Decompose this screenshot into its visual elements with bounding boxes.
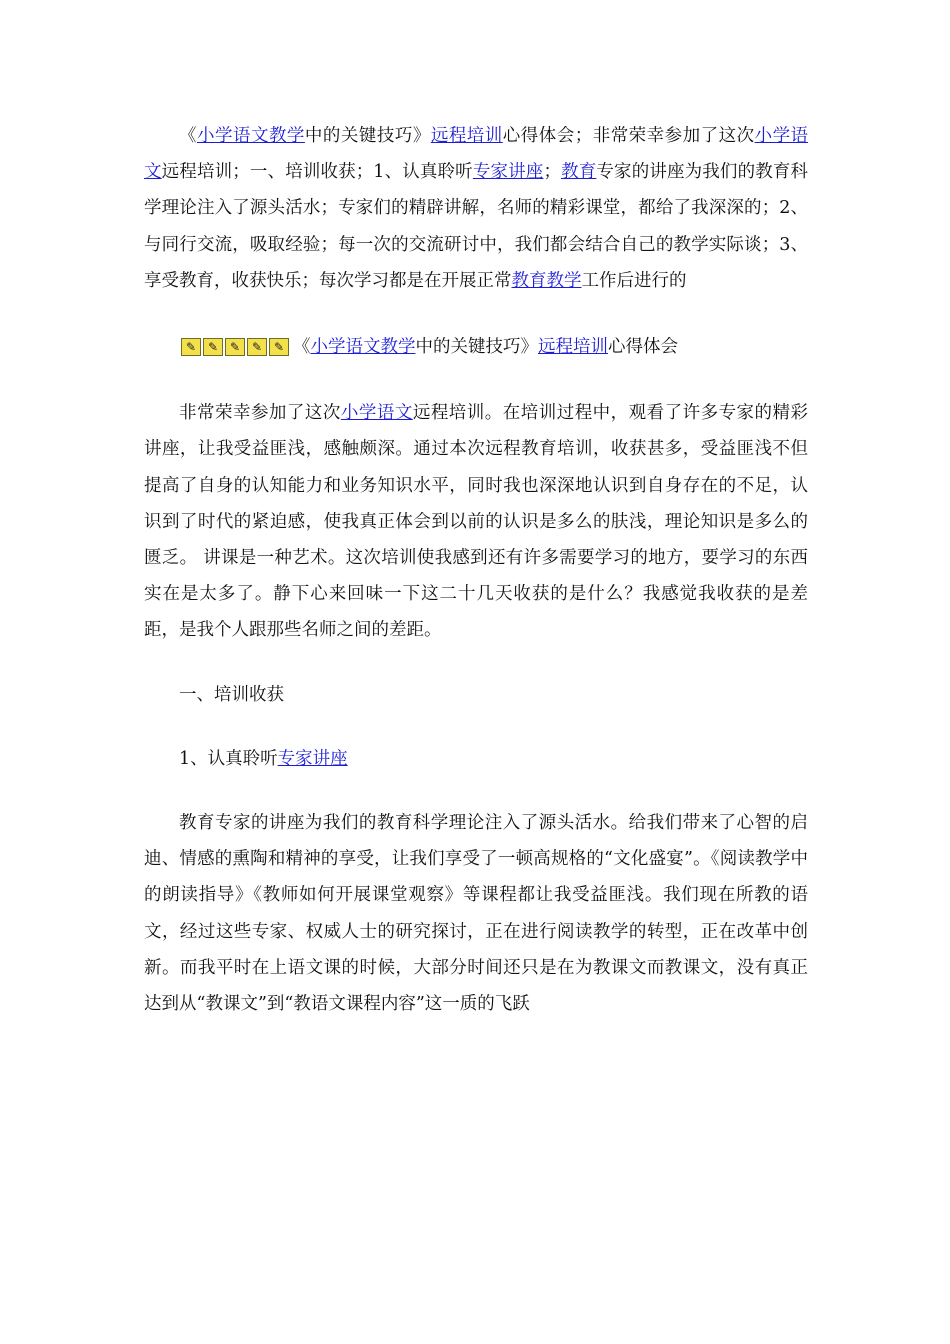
text-run: 中的关键技巧》 xyxy=(415,337,538,358)
link-remote-training[interactable]: 远程培训 xyxy=(538,337,608,358)
document-page xyxy=(144,118,808,1022)
pencil-icon: ✎ xyxy=(203,338,223,356)
pencil-icon-group xyxy=(181,338,289,356)
pencil-icon: ✎ xyxy=(225,338,245,356)
text-run: 《 xyxy=(293,337,311,358)
text-run: 远程培训；一、培训收获；1、认真聆听 xyxy=(161,162,473,183)
pencil-icon: ✎ xyxy=(269,338,289,356)
subsection-heading-expert-lectures xyxy=(144,741,808,777)
text-run: 心得体会 xyxy=(608,337,678,358)
intro-paragraph xyxy=(144,395,808,648)
link-primary-chinese[interactable]: 小学语文 xyxy=(144,126,809,183)
link-education-teaching[interactable]: 教育教学 xyxy=(511,270,582,291)
text-run: 《 xyxy=(179,126,197,146)
link-expert-lecture[interactable]: 专家讲座 xyxy=(277,748,348,769)
pencil-icon: ✎ xyxy=(247,338,267,356)
link-remote-training[interactable]: 远程培训 xyxy=(430,126,503,146)
pencil-icon: ✎ xyxy=(181,338,201,356)
text-run: 1、认真聆听 xyxy=(179,748,278,769)
text-run: 中的关键技巧》 xyxy=(304,126,431,146)
link-primary-chinese[interactable]: 小学语文 xyxy=(340,403,413,424)
text-run: 工作后进行的 xyxy=(581,270,687,291)
body-paragraph: 教育专家的讲座为我们的教育科学理论注入了源头活水。给我们带来了心智的启迪、情感的熏陶和精神的享受，让我们享受了一顿高规格的“文化盛宴”。《阅读教学中的朗读指导》《教师如何开展课堂观察》等课程都让我受益匪浅。我们现在所教的语文，经过这些专家、权威人士的研究探讨，正在进行阅读教学的转型，正在改革中创新。而我平时在上语文课的时候，大部分时间还只是在为教课文而教课文，没有真正达到从“教课文”到“教语文课程内容”这一质的飞跃 xyxy=(144,813,808,1015)
text-run: 远程培训。在培训过程中，观看了许多专家的精彩讲座，让我受益匪浅，感触颇深。通过本次远程教育培训，收获甚多，受益匪浅不但提高了自身的认知能力和业务知识水平，同时我也深深地认识到自身存在的不足，认识到了时代的紧迫感，使我真正体会到以前的认识是多么的肤浅，理论知识是多么的匮乏。 讲课是一种艺术。这次培训使我感到还有许多需要学习的地方，要学习的东西实在是太多了。静下心来回味一下这二十几天收获的是什么？我感觉我收获的是差距，是我个人跟那些名师之间的差距。 xyxy=(144,403,809,641)
link-primary-chinese-teaching[interactable]: 小学语文教学 xyxy=(310,337,416,358)
document-title xyxy=(144,329,808,365)
section-heading-training-gains: 一、培训收获 xyxy=(179,684,284,705)
summary-paragraph xyxy=(144,118,808,299)
link-expert-lecture[interactable]: 专家讲座 xyxy=(472,162,544,183)
link-primary-chinese-teaching[interactable]: 小学语文教学 xyxy=(197,126,305,146)
text-run: ； xyxy=(543,162,561,183)
text-run: 专家的讲座为我们的教育科学理论注入了源头活水；专家们的精辟讲解，名师的精彩课堂，都给了我深深的；2、与同行交流，吸取经验；每一次的交流研讨中，我们都会结合自己的教学实际谈；3、享受教育，收获快乐；每次学习都是在开展正常 xyxy=(144,162,809,291)
link-education[interactable]: 教育 xyxy=(560,162,597,183)
text-run: 非常荣幸参加了这次 xyxy=(179,403,341,424)
text-run: 心得体会；非常荣幸参加了这次 xyxy=(502,126,755,146)
